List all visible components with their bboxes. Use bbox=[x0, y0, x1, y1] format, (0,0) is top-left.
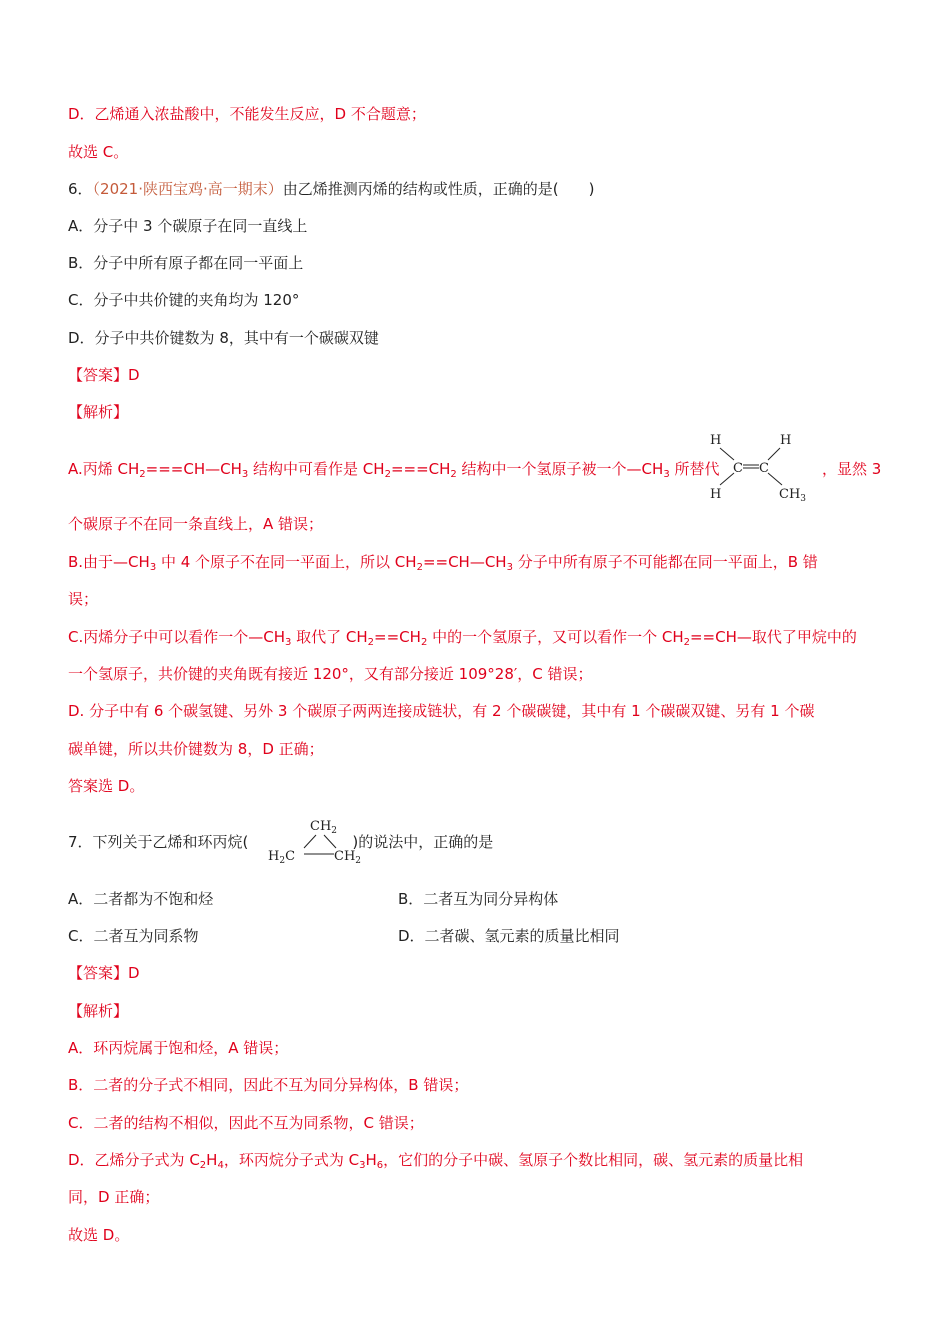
cyclopropane-top-ch2: $CH_2$ bbox=[310, 819, 338, 836]
propene-h-top-left: H bbox=[710, 433, 722, 448]
q7-option-a: A．二者都为不饱和烃 bbox=[68, 890, 214, 908]
cyclopropane-right-ch2: $CH_2$ bbox=[334, 849, 362, 866]
q6-option-d: D．分子中共价键数为 8，其中有一个碳碳双键 bbox=[68, 329, 379, 347]
q7-analysis-label: 【解析】 bbox=[68, 1002, 129, 1020]
q6-number: 6． bbox=[68, 180, 93, 198]
propene-structure-diagram bbox=[706, 430, 816, 506]
q7-explain-c: C．二者的结构不相似，因此不互为同系物，C 错误； bbox=[68, 1114, 424, 1132]
q7-explain-d: D．乙烯分子式为 $C_2H_4$，环丙烷分子式为 $C_3H_6$，它们的分子中碳、氢原子个数比相同，碳、氢元素的质量比相 bbox=[68, 1151, 804, 1171]
q6-explain-a-tail: ，显然 3 bbox=[822, 460, 882, 478]
q6-explain-d-cont: 碳单键，所以共价键数为 8，D 正确； bbox=[68, 740, 324, 758]
q7-answer: 【答案】D bbox=[68, 964, 140, 982]
q6-stem bbox=[68, 179, 594, 199]
q6-option-c: C．分子中共价键的夹角均为 120° bbox=[68, 291, 300, 309]
q7-option-c: C．二者互为同系物 bbox=[68, 927, 199, 945]
q6-option-a: A．分子中 3 个碳原子在同一直线上 bbox=[68, 217, 308, 235]
propene-methyl: $CH_3$ bbox=[779, 487, 807, 504]
q6-explain-b-cont: 误； bbox=[68, 590, 99, 608]
propene-h-top-right: H bbox=[780, 433, 792, 448]
q6-analysis-label: 【解析】 bbox=[68, 403, 129, 421]
q6-source: （2021·陕西宝鸡·高一期末） bbox=[92, 180, 283, 198]
q6-option-b: B．分子中所有原子都在同一平面上 bbox=[68, 254, 304, 272]
propene-carbon-1: C bbox=[733, 461, 743, 476]
q6-explain-c-cont: 一个氢原子，共价键的夹角既有接近 120°，又有部分接近 109°28′，C 错误； bbox=[68, 665, 593, 683]
q6-answer: 【答案】D bbox=[68, 366, 140, 384]
q6-explain-c: C.丙烯分子中可以看作一个$—CH_3$ 取代了 $CH_2==CH_2$ 中的一个氢原子，又可以看作一个 $CH_2==CH—$取代了甲烷中的 bbox=[68, 628, 857, 648]
q6-explain-a: A.丙烯 $CH_2===CH—CH_3$ 结构中可看作是 $CH_2===CH_2$ 结构中一个氢原子被一个$—CH_3$ 所替代 bbox=[68, 460, 720, 480]
q6-explain-a-cont: 个碳原子不在同一条直线上，A 错误； bbox=[68, 515, 324, 533]
prev-conclusion: 故选 C。 bbox=[68, 143, 129, 161]
q6-explain-conclusion: 答案选 D。 bbox=[68, 777, 145, 795]
q7-explain-conclusion: 故选 D。 bbox=[68, 1226, 130, 1244]
q7-explain-b: B．二者的分子式不相同，因此不互为同分异构体，B 错误； bbox=[68, 1076, 469, 1094]
q7-explain-a: A．环丙烷属于饱和烃，A 错误； bbox=[68, 1039, 289, 1057]
propene-h-bottom-left: H bbox=[710, 487, 722, 502]
q7-explain-d-cont: 同，D 正确； bbox=[68, 1188, 160, 1206]
cyclopropane-left-ch2: $H_2C$ bbox=[268, 849, 296, 866]
prev-option-d: D．乙烯通入浓盐酸中，不能发生反应，D 不合题意； bbox=[68, 105, 426, 123]
q6-explain-b: B.由于$—CH_3$ 中 4 个原子不在同一平面上，所以 $CH_2==CH—CH_3$ 分子中所有原子不可能都在同一平面上，B 错 bbox=[68, 553, 818, 573]
q7-option-d: D．二者碳、氢元素的质量比相同 bbox=[398, 927, 620, 945]
q7-stem: 7．下列关于乙烯和环丙烷( )的说法中，正确的是 bbox=[68, 833, 494, 851]
q7-option-b: B．二者互为同分异构体 bbox=[398, 890, 559, 908]
cyclopropane-structure-diagram bbox=[266, 814, 372, 870]
q6-stem-text: 由乙烯推测丙烯的结构或性质，正确的是( ) bbox=[282, 180, 595, 198]
q6-explain-d: D. 分子中有 6 个碳氢键、另外 3 个碳原子两两连接成链状，有 2 个碳碳键，其中有 1 个碳碳双键、另有 1 个碳 bbox=[68, 702, 815, 720]
propene-carbon-2: C bbox=[759, 461, 769, 476]
